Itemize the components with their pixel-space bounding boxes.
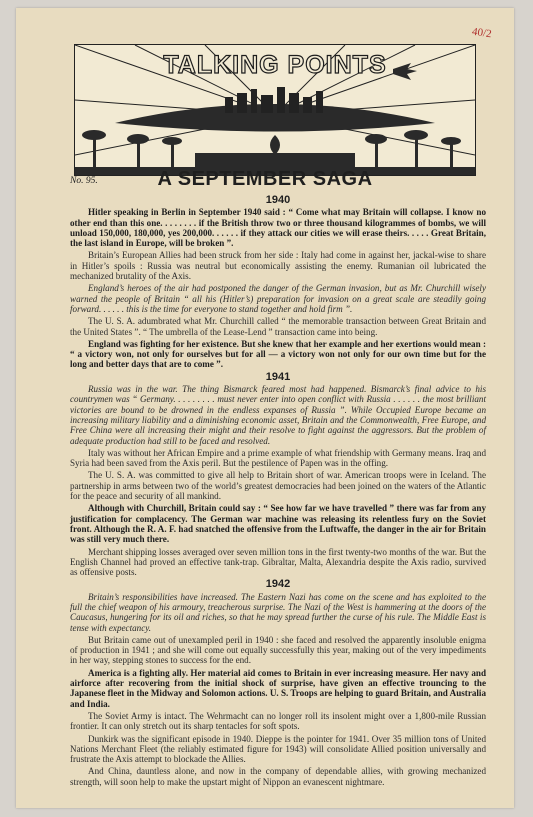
paragraph: The Soviet Army is intact. The Wehrmacht can no longer roll its insolent might over a 1,800-mile Russian frontier. It can only stretch out its sharp tentacles for soft spots. bbox=[70, 710, 486, 732]
paragraph: The U. S. A. adumbrated what Mr. Churchill called “ the memorable transaction between Great Britain and the United States ”. “ The umbrella of the Lease-Lend ” transaction came into being. bbox=[70, 316, 486, 337]
year-heading: 1942 bbox=[265, 578, 291, 591]
year-heading: 1940 bbox=[265, 194, 291, 206]
article-body bbox=[70, 194, 486, 789]
masthead-banner bbox=[74, 44, 476, 176]
paragraph: Merchant shipping losses averaged over seven million tons in the first twenty-two months of the war. But the English Channel had proved an effective tank-trap. Gibraltar, Malta, Alexandria despite the Axis radio, survived as offensive posts. bbox=[70, 546, 486, 578]
paragraph: Hitler speaking in Berlin in September 1940 said : “ Come what may Britain will collapse. I know no other end than this one. . . . . . . . if the British throw two or three thousand kilogrammes of bombs, we will unload 150,000, 180,000, yes 200,000. . . . . . if they attack our cities we will erase theirs. . . . . Great Britain, the last island in Europe, will be broken ”. bbox=[70, 207, 486, 249]
paragraph: The U. S. A. was committed to give all help to Britain short of war. American troops were in Iceland. The partnership in arms between two of the world’s greatest democracies had been joined on the waters of the Atlantic for the peace and security of all mankind. bbox=[70, 470, 486, 502]
masthead-title: TALKING POINTS bbox=[163, 51, 387, 79]
paragraph: America is a fighting ally. Her material aid comes to Britain in ever increasing measure. Her navy and airforce after recovering from the initial shock of surprise, have given an effective trouncing to the Japanese fleet in the Midway and Solomon actions. U. S. Troops are helping to guard Britain, and Australia and India. bbox=[70, 667, 486, 709]
paragraph: Russia was in the war. The thing Bismarck feared most had happened. Bismarck’s final advice to his countrymen was “ Germany. . . . . . . . . must never enter into open conflict with Russia . . . . . . the most brilliant victories are bound to be drowned in the endless expanses of Russia ”. While Occupied Europe became an increasing military liability and a diminishing economic asset, Britain and the Commonwealth, Free Europe, and Free China were all increasing their might and their resolve to fight against the aggressors. But the problem of adequate production had still to be faced and resolved. bbox=[70, 384, 486, 446]
paragraph: And China, dauntless alone, and now in the company of dependable allies, with growing mechanized strength, will soon help to make the upstart might of Nippon an evanescent nightmare. bbox=[70, 766, 486, 787]
paragraph: England’s heroes of the air had postponed the danger of the German invasion, but as Mr. Churchill wisely warned the people of Britain “ all his (Hitler’s) preparation for invasion on a great scale are steadily going forward. . . . . . this is the time for everyone to stand together and hold firm ”. bbox=[70, 283, 486, 314]
paragraph: But Britain came out of unexampled peril in 1940 : she faced and resolved the apparently insoluble enigma of production in 1941 ; and she will come out equally successfully this year, making out of the very impediments in her way, stepping stones to success for the end. bbox=[70, 634, 486, 666]
paragraph: Britain’s responsibilities have increased. The Eastern Nazi has come on the scene and has exploited to the full the chief weapon of his armoury, treacherous surprise. The Nazi of the West is hammering at the doors of the Caucasus, hungering for its oil and riches, so that he may spread further the curse of his rule. The Middle East is tense with expectancy. bbox=[70, 591, 486, 633]
issue-number: No. 95. bbox=[70, 176, 98, 186]
paragraph: Britain’s European Allies had been struck from her side : Italy had come in against her, jackal-wise to share in Hitler’s spoils : Russia was neutral but economically assisting the enemy. Rumanian oil lubricated the mechanized brutality of the Axis. bbox=[70, 250, 486, 282]
handwritten-note: 40/2 bbox=[471, 25, 493, 41]
page-title: A SEPTEMBER SAGA bbox=[157, 168, 373, 190]
paragraph: Although with Churchill, Britain could say : “ See how far we have travelled ” there was far from any justification for complacency. The German war machine was releasing its relentless fury on the Soviet front. Although the R. A. F. had snatched the offensive from the Luftwaffe, the danger in the air for Britain was still very much there. bbox=[70, 503, 486, 545]
year-heading: 1941 bbox=[265, 370, 291, 383]
document-page bbox=[16, 8, 514, 808]
paragraph: England was fighting for her existence. But she knew that her example and her exertions would mean : “ a victory won, not only for ourselves but for all — a victory won not only for our own time but for the long and better days that are to come ”. bbox=[70, 338, 486, 370]
paragraph: Dunkirk was the significant episode in 1940. Dieppe is the pointer for 1941. Over 35 million tons of United Nations Merchant Fleet (the reliably estimated figure for 1943) will consolidate Allied position universally and frustrate the Axis attempt to blockade the Allies. bbox=[70, 733, 486, 765]
paragraph: Italy was without her African Empire and a prime example of what friendship with Germany means. Iraq and Syria had been saved from the Axis peril. But the pestilence of Papen was in the offing. bbox=[70, 447, 486, 469]
